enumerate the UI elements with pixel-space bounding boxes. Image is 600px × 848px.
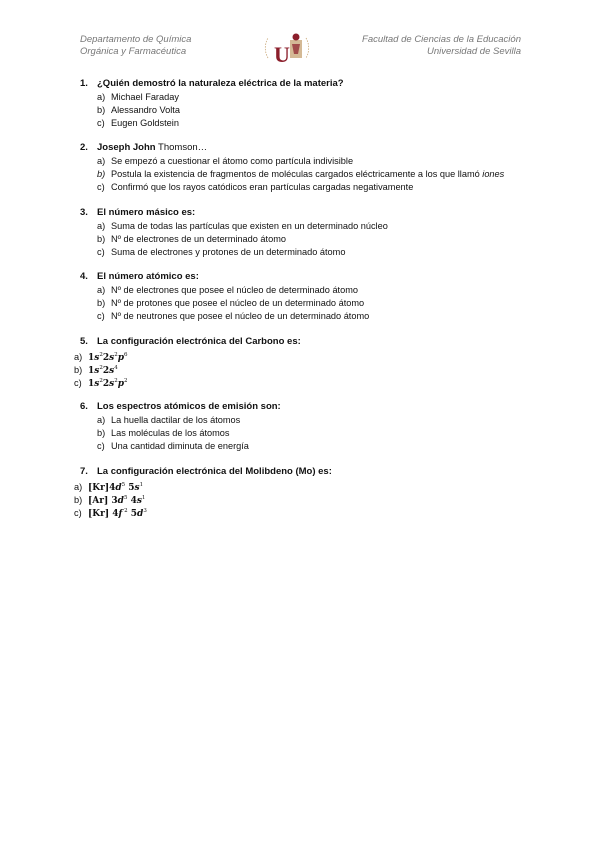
question-title: 3. El número másico es: [80,207,196,218]
option-c: c) Una cantidad diminuta de energía [97,441,249,451]
option-c: c) Nº de neutrones que posee el núcleo de un determinado átomo [97,311,370,321]
option-c: c) Confirmó que los rayos catódicos eran partículas cargadas negativamente [97,182,414,192]
option-b: b) Las moléculas de los átomos [97,428,230,438]
question-title: 1. ¿Quién demostró la naturaleza eléctrica de la materia? [80,78,344,89]
option-a: a) Nº de electrones que posee el núcleo de determinado átomo [97,285,358,295]
molybdenum-config-c: [Kr] 4f $^2$ $5d^3$ [88,508,147,519]
option-c: c) [Kr] 4f $^2$ $5d^3$ [74,508,147,519]
question-title: 7. La configuración electrónica del Molibdeno (Mo) es: [80,466,332,477]
svg-text:U: U [274,42,290,67]
option-a: a) Se empezó a cuestionar el átomo como partícula indivisible [97,156,354,166]
option-a: a) Suma de todas las partículas que existen en un determinado núcleo [97,221,388,231]
option-c: c) Suma de electrones y protones de un determinado átomo [97,247,346,257]
option-b: b) Nº de electrones de un determinado átomo [97,234,286,244]
option-b: b) Alessandro Volta [97,105,180,115]
carbon-config-b: $1s^22s^4$ [88,365,118,376]
option-a: a) $1s^22s^2p^6$ [74,352,128,363]
question-title: 6. Los espectros atómicos de emisión son: [80,401,281,412]
option-c: c) Eugen Goldstein [97,118,179,128]
molybdenum-config-b: [Ar] $3d^5$ $4s^1$ [88,495,146,506]
university-logo [262,28,312,70]
option-a: a) La huella dactilar de los átomos [97,415,241,425]
carbon-config-a: $1s^22s^2p^6$ [88,352,128,363]
option-b: b) [Ar] $3d^5$ $4s^1$ [74,495,146,506]
carbon-config-c: $1s^22s^2p^2$ [88,378,128,389]
option-b: b) $1s^22s^4$ [74,365,118,376]
molybdenum-config-a: $[Kr]4d^5$ $5s^1$ [88,482,144,493]
option-b: b) Nº de protones que posee el núcleo de un determinado átomo [97,298,365,308]
faculty-name: Facultad de Ciencias de la Educación Universidad de Sevilla [362,34,521,57]
option-c: c) $1s^22s^2p^2$ [74,378,128,389]
question-title: 5. La configuración electrónica del Carbono es: [80,336,301,347]
question-title: 4. El número atómico es: [80,271,199,282]
option-a: a) $[Kr]4d^5$ $5s^1$ [74,482,144,493]
department-name: Departamento de Química Orgánica y Farmacéutica [80,34,192,57]
page-header [0,34,600,74]
option-a: a) Michael Faraday [97,92,179,102]
question-title: 2. Joseph John Thomson… [80,142,208,153]
option-b: b) Postula la existencia de fragmentos de moléculas cargados eléctricamente a los que llamó iones [97,169,505,179]
